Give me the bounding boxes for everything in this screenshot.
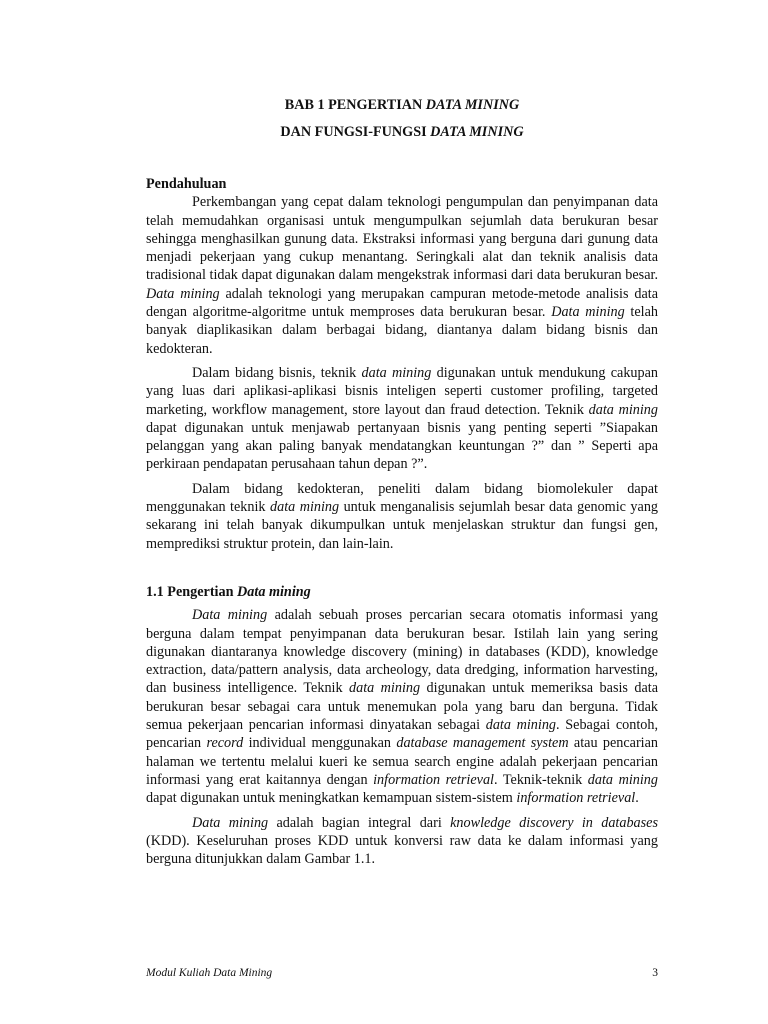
text-run: Dalam bidang kedokteran, peneliti dalam bidang biomolekuler dapat menggunakan teknik — [146, 480, 658, 516]
text-run: adalah bagian integral dari — [268, 814, 451, 831]
text-run: telah banyak diaplikasikan dalam berbagai bidang, diantanya dalam bidang bisnis dan kedokteran. — [146, 304, 658, 357]
italic-term: database management system — [396, 735, 569, 752]
text-run: adalah sebuah proses percarian secara otomatis informasi yang berguna dalam tempat penyimpanan data berukuran besar. Istilah lain yang sering digunakan diantaranya knowledge discovery (mining) in databases (KDD), knowledge extraction, data/pattern analysis, data archeology, data dredging, information harvesting, dan business intelligence. Teknik — [146, 607, 658, 697]
italic-term: data mining — [588, 401, 658, 418]
italic-term: data mining — [349, 680, 421, 697]
chapter-title-text: DAN FUNGSI-FUNGSI — [280, 124, 431, 140]
text-run: . Teknik-teknik — [494, 771, 588, 788]
italic-term: Data mining — [192, 607, 268, 624]
italic-term: information retrieval — [516, 790, 636, 807]
italic-term: data mining — [485, 717, 557, 734]
footer-module-title: Modul Kuliah Data Mining — [146, 967, 273, 979]
chapter-title-line-1 — [146, 96, 658, 114]
paragraph-intro-1 — [146, 193, 658, 358]
document-page — [146, 96, 658, 868]
section-heading-pendahuluan: Pendahuluan — [146, 176, 227, 192]
paragraph-section-1-1-1 — [146, 606, 658, 807]
chapter-title-line-2 — [146, 123, 658, 141]
text-run: digunakan untuk mendukung cakupan yang luas dari aplikasi-aplikasi bisnis inteligen seperti customer profiling, targeted marketing, workflow management, store layout dan fraud detection. Teknik — [146, 364, 658, 418]
text-run: Perkembangan yang cepat dalam teknologi pengumpulan dan penyimpanan data telah memudahkan organisasi untuk mengumpulkan sejumlah data berukuran besar sehingga menghasilkan gunung data. Ekstraksi informasi yang berguna dari gunung data menjadi pekerjaan yang cukup menantang. Seringkali alat dan teknik analisis data tradisional tidak dapat digunakan dalam mengekstrak informasi dari data berukuran besar. — [146, 194, 658, 284]
italic-term: record — [206, 735, 244, 752]
text-run: dapat digunakan untuk meningkatkan kemampuan sistem-sistem — [146, 790, 517, 807]
chapter-title-emphasis: DATA MINING — [430, 124, 524, 140]
italic-term: data mining — [270, 499, 340, 516]
chapter-title-text: BAB 1 PENGERTIAN — [284, 97, 426, 113]
text-run: atau pencarian halaman we tertentu melalui kueri ke semua search engine adalah pekerjaan pencarian informasi yang erat kaitannya dengan — [146, 735, 658, 788]
text-run: untuk menganalisis sejumlah besar data genomic yang sekarang ini telah banyak dikumpulkan untuk menjelaskan struktur dan fungsi gen, memprediksi struktur protein, dan lain-lain. — [146, 499, 659, 552]
italic-term: information retrieval — [373, 771, 494, 788]
text-run: dapat digunakan untuk menjawab pertanyaan bisnis yang penting seperti ”Siapakan pelanggan yang akan paling banyak mendatangkan keuntungan ?” dan ” Seperti apa perkiraan pendapatan perusahaan tahun depan ?”. — [146, 419, 658, 473]
italic-term: Data mining — [146, 285, 220, 302]
paragraph-section-1-1-2 — [146, 814, 658, 869]
italic-term: Data mining — [551, 304, 625, 321]
text-run: Dalam bidang bisnis, teknik — [192, 364, 362, 381]
italic-term: data mining — [361, 364, 432, 381]
text-run: (KDD). Keseluruhan proses KDD untuk konversi raw data ke dalam informasi yang berguna ditunjukkan dalam Gambar 1.1. — [146, 832, 658, 868]
text-run: . Sebagai contoh, pencarian — [146, 717, 658, 752]
page-number: 3 — [652, 967, 658, 979]
paragraph-intro-2 — [146, 364, 658, 474]
text-run: digunakan untuk memeriksa basis data berukuran besar sebagai cara untuk menemukan pola yang baru dan berguna. Tidak semua pekerjaan pencarian informasi dinyatakan sebagai — [146, 680, 658, 734]
section-heading-text: 1.1 Pengertian — [146, 583, 238, 600]
italic-term: data mining — [587, 771, 658, 788]
italic-term: Data mining — [192, 814, 269, 831]
text-run: adalah teknologi yang merupakan campuran metode-metode analisis data dengan algoritme-algoritme untuk memproses data berukuran besar. — [146, 285, 658, 321]
section-heading-emphasis: Data mining — [237, 583, 311, 600]
chapter-title-emphasis: DATA MINING — [425, 97, 520, 113]
paragraph-intro-3 — [146, 480, 658, 553]
text-run: . — [635, 790, 639, 807]
text-run: individual menggunakan — [243, 735, 397, 752]
italic-term: knowledge discovery in databases — [450, 814, 658, 831]
section-heading-1-1 — [146, 583, 658, 601]
